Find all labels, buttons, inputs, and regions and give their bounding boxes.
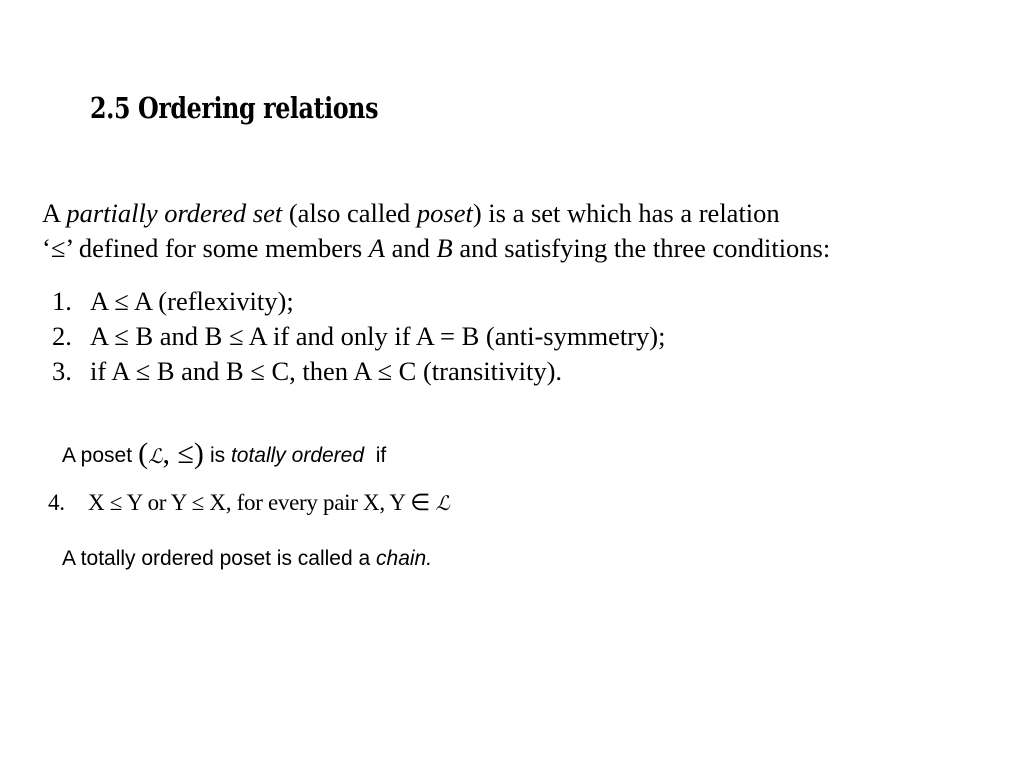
text-fragment: and satisfying the three conditions: xyxy=(452,233,831,263)
term-partially-ordered-set: partially ordered set xyxy=(66,198,283,228)
condition-number: 3. xyxy=(52,356,72,386)
condition-text: A ≤ B and B ≤ A if and only if A = B (anti-symmetry); xyxy=(90,321,666,351)
variable-A: A xyxy=(368,233,385,263)
term-totally-ordered: totally ordered xyxy=(230,444,365,467)
definition-line-2 xyxy=(42,232,830,264)
text-fragment: and xyxy=(384,233,437,263)
condition-text: if A ≤ B and B ≤ C, then A ≤ C (transitivity). xyxy=(90,356,563,386)
condition-totality xyxy=(48,490,450,516)
math-L: ℒ xyxy=(148,444,163,468)
text-fragment: A xyxy=(42,198,67,228)
text-fragment: ‘≤’ defined for some members xyxy=(42,233,369,263)
condition-anti-symmetry xyxy=(52,320,665,352)
term-chain: chain. xyxy=(376,547,433,570)
totally-ordered-definition xyxy=(62,434,386,476)
condition-number: 1. xyxy=(52,286,72,316)
definition-line-1 xyxy=(42,197,780,229)
condition-text: X ≤ Y or Y ≤ X, for every pair X, Y ∈ xyxy=(88,490,436,515)
section-heading: 2.5 Ordering relations xyxy=(90,91,379,125)
condition-number: 2. xyxy=(52,321,72,351)
chain-definition xyxy=(62,547,432,571)
text-fragment: is xyxy=(209,444,226,467)
set-symbol: ℒ xyxy=(435,491,450,515)
condition-text: A ≤ A (reflexivity); xyxy=(90,286,294,316)
condition-transitivity xyxy=(52,355,562,387)
condition-reflexivity xyxy=(52,285,294,317)
variable-B: B xyxy=(436,233,453,263)
math-rest: , ≤) xyxy=(162,437,204,470)
text-fragment: if xyxy=(375,444,387,467)
text-fragment: ) is a set which has a relation xyxy=(472,198,780,228)
text-fragment: A poset xyxy=(62,444,133,467)
condition-number: 4. xyxy=(48,490,65,515)
text-fragment: A totally ordered poset is called a xyxy=(62,547,377,570)
term-poset: poset xyxy=(416,198,473,228)
poset-notation xyxy=(138,437,204,470)
text-fragment: (also called xyxy=(282,198,417,228)
math-paren: ( xyxy=(138,437,149,470)
